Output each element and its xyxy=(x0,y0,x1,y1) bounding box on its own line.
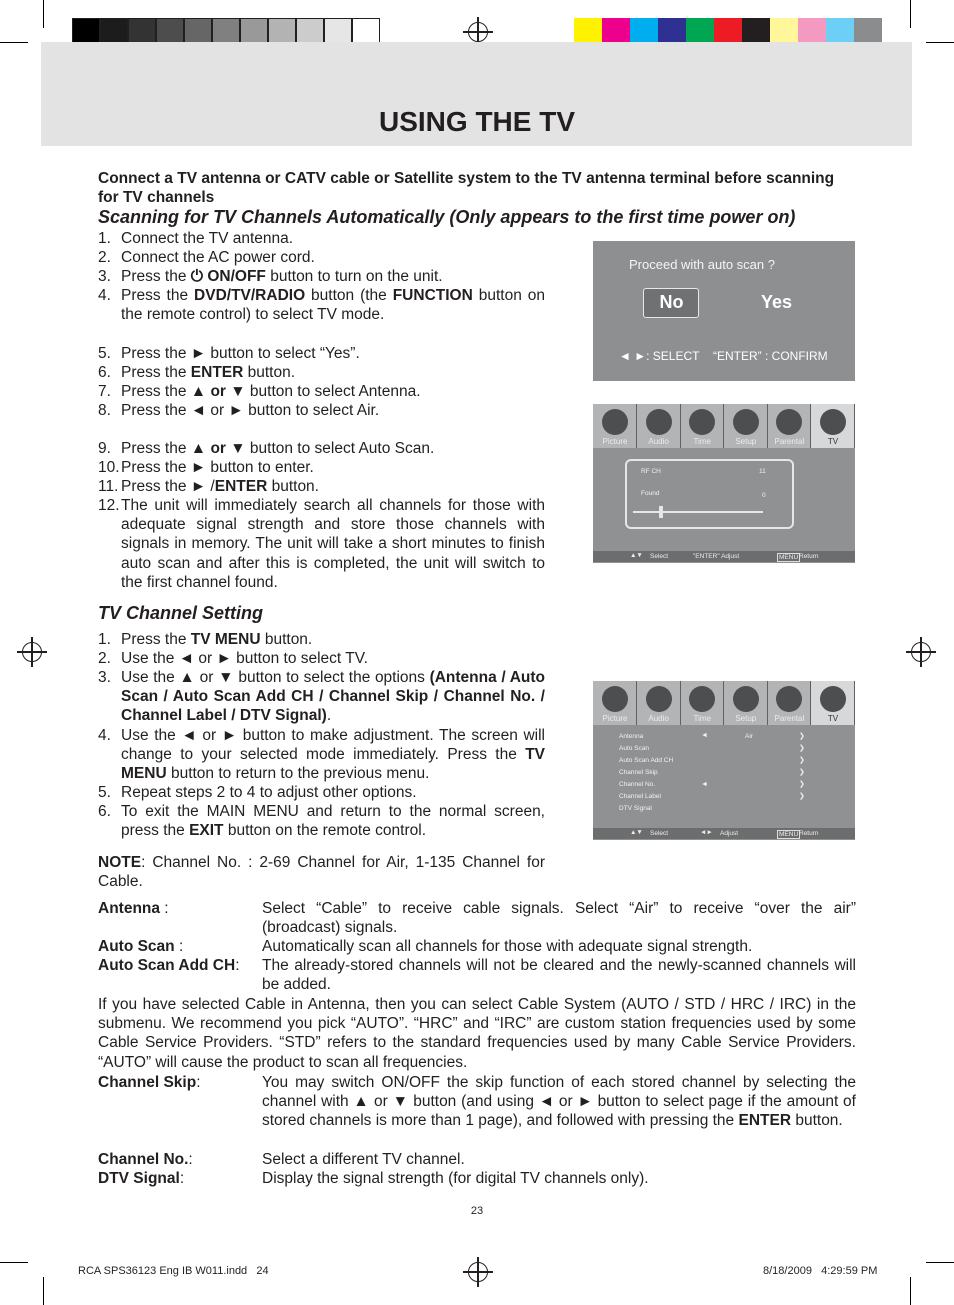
text-run: Press the xyxy=(121,631,191,648)
menu-tab-label: Time xyxy=(693,714,711,723)
step-text xyxy=(121,363,545,382)
tv-option-row[interactable]: Auto Scan Add CH xyxy=(619,757,674,764)
step-text xyxy=(121,286,545,324)
text-run: Press the xyxy=(121,364,191,381)
adjust-arrows-icon: ◄► xyxy=(700,829,713,836)
step-text xyxy=(121,630,545,649)
definition-label xyxy=(98,1150,268,1169)
step-number: 10. xyxy=(98,459,120,476)
definition-desc: Automatically scan all channels for those with adequate signal strength. xyxy=(262,938,753,955)
step-number: 1. xyxy=(98,631,111,648)
menu-tab-label: Audio xyxy=(648,714,669,723)
status-menu-key: MENU xyxy=(779,831,799,838)
definition-term: Channel Skip xyxy=(98,1074,197,1091)
definition-term: Auto Scan xyxy=(98,938,175,955)
yes-label[interactable]: Yes xyxy=(761,292,793,312)
text-run: Press the ▲ xyxy=(121,383,211,400)
menu-tab-parental[interactable] xyxy=(767,404,811,448)
crop-mark xyxy=(0,1262,28,1263)
text-run: DVD/TV/RADIO xyxy=(194,287,306,304)
text-run: TV MENU xyxy=(121,746,545,783)
cable-system-paragraph: If you have selected Cable in Antenna, then you can select Cable System (AUTO / STD / HRC / IRC) in the submenu. We recommend you pick “AUTO”. “HRC” and “IRC” are custom station frequencies used by some Cable Service Providers. “STD” refers to the standard frequencies used by many Cable Service Providers. “AUTO” will cause the product to scan all frequencies. xyxy=(98,996,856,1071)
status-return: Return xyxy=(799,830,819,837)
menu-tabs xyxy=(593,404,855,448)
menu-tab-label: Parental xyxy=(774,714,805,723)
page-number: 23 xyxy=(470,1205,484,1217)
text-run: Press the ► button to enter. xyxy=(121,459,314,476)
step-text xyxy=(121,458,545,477)
step-number: 3. xyxy=(98,669,111,686)
definition-separator: : xyxy=(235,957,240,974)
status-adjust: Adjust xyxy=(720,830,739,837)
text-run: The unit will immediately search all channels for those with adequate signal strength and store those channels with signals in memory. The unit will take a short minutes to finish auto scan and after this is completed, the unit will switch to the first channel found. xyxy=(121,497,545,591)
step-number: 2. xyxy=(98,650,111,667)
antenna-left-arrow[interactable]: ◄ xyxy=(701,732,708,739)
step-number: 3. xyxy=(98,268,111,285)
status-return: Return xyxy=(799,553,819,560)
rf-ch-value: 11 xyxy=(759,468,766,475)
intro-line-1: Connect a TV antenna or CATV cable or Satellite system to the TV antenna terminal before scanning xyxy=(98,170,835,187)
registration-mark-icon xyxy=(468,22,488,42)
confirm-hint: “ENTER” : CONFIRM xyxy=(713,349,828,363)
definition-desc xyxy=(262,1073,856,1131)
text-run: ENTER xyxy=(214,478,268,495)
intro-line-2: for TV channels xyxy=(98,189,215,206)
crop-mark xyxy=(43,0,44,28)
chevron-right-icon[interactable]: ❯ xyxy=(799,733,805,740)
found-value: 0 xyxy=(762,492,766,499)
text-run: ▼ button to select Antenna. xyxy=(225,383,421,400)
definition-label xyxy=(98,1073,268,1092)
step-number: 7. xyxy=(98,383,111,400)
step-number: 2. xyxy=(98,249,111,266)
tv-option-row[interactable]: Antenna xyxy=(619,733,644,740)
text-run: Connect the TV antenna. xyxy=(121,230,294,247)
definition-separator: : xyxy=(160,900,169,917)
text-run: You may switch ON/OFF the skip function of each stored channel by selecting the channel with ▲ or ▼ button (and using ◄ or ► button to select page if the amount of stored channels is more than 1 page), and followed with pressing the xyxy=(262,1074,856,1130)
nav-arrows-icon: ▲▼ xyxy=(630,552,643,559)
text-run: TV MENU xyxy=(190,631,261,648)
menu-tab-label: Setup xyxy=(735,714,757,723)
step-text xyxy=(121,267,545,286)
definition-term: Channel No. xyxy=(98,1151,189,1168)
text-run: ⏻ ON/OFF xyxy=(190,268,266,285)
crop-mark xyxy=(0,42,28,43)
definition-separator: : xyxy=(174,938,184,955)
menu-tab-label: Time xyxy=(693,437,711,446)
note-label: NOTE xyxy=(98,854,142,871)
chevron-right-icon[interactable]: ❯ xyxy=(799,769,805,776)
time-icon xyxy=(689,409,715,435)
text-run: Select a different TV channel. xyxy=(262,1151,465,1168)
definition-label xyxy=(98,1169,268,1188)
step-text xyxy=(121,248,545,267)
step-text xyxy=(121,783,545,802)
definition-term: Antenna xyxy=(98,900,160,917)
status-select: Select xyxy=(650,830,669,837)
menu-tab-setup[interactable] xyxy=(724,404,768,448)
status-adjust: "ENTER" Adjust xyxy=(693,553,740,560)
tv-option-row[interactable]: Channel Skip xyxy=(619,769,658,776)
text-run: Press the xyxy=(121,268,191,285)
chevron-right-icon[interactable]: ❯ xyxy=(799,745,805,752)
text-run: . xyxy=(326,707,332,725)
text-run: Use the ◄ or ► button to select TV. xyxy=(121,650,368,667)
channel-no-left-arrow[interactable]: ◄ xyxy=(701,781,708,788)
text-run: EXIT xyxy=(189,822,224,840)
menu-tab-picture[interactable] xyxy=(593,404,637,448)
text-run: FUNCTION xyxy=(392,287,473,304)
text-run: button. xyxy=(791,1112,843,1130)
step-number: 4. xyxy=(98,287,111,304)
text-run: Press the ► / xyxy=(121,478,215,495)
chevron-right-icon[interactable]: ❯ xyxy=(799,781,805,788)
scan-progress-handle xyxy=(659,506,663,518)
auto-scan-prompt-screen xyxy=(593,241,855,381)
step-number: 12. xyxy=(98,497,120,514)
step-number: 5. xyxy=(98,345,111,362)
definition-label xyxy=(98,956,268,975)
menu-tab-label: TV xyxy=(827,714,839,723)
menu-tab-label: Audio xyxy=(648,437,669,446)
audio-icon xyxy=(646,409,672,435)
text-run: Connect the AC power cord. xyxy=(121,249,315,266)
menu-tab-label: Picture xyxy=(602,437,628,446)
antenna-value: Air xyxy=(745,733,753,740)
tv-option-row[interactable]: Channel No. xyxy=(619,781,656,788)
text-run: button. xyxy=(267,478,319,495)
step-text xyxy=(121,401,545,420)
chevron-right-icon[interactable]: ❯ xyxy=(799,757,805,764)
select-hint: ◄ ►: SELECT xyxy=(619,349,700,363)
step-number: 4. xyxy=(98,727,111,744)
menu-tab-label: Setup xyxy=(735,437,757,446)
chevron-right-icon[interactable]: ❯ xyxy=(799,793,805,800)
setup-icon xyxy=(733,409,759,435)
definition-term: Auto Scan Add CH xyxy=(98,957,236,974)
text-run: Repeat steps 2 to 4 to adjust other options. xyxy=(121,784,417,801)
crop-mark xyxy=(926,1262,954,1263)
text-run: Use the ◄ or ► button to make adjustment. The screen will change to your selected mode immediately. Press the xyxy=(121,727,545,764)
step-text xyxy=(121,439,545,458)
step-number: 6. xyxy=(98,803,111,820)
definition-separator: : xyxy=(179,1170,185,1187)
tv-option-row[interactable]: Channel Label xyxy=(619,793,661,800)
picture-icon xyxy=(602,409,628,435)
text-run: button on the remote control. xyxy=(223,822,426,840)
text-run: Press the xyxy=(121,287,195,304)
menu-tab-label: Parental xyxy=(774,437,805,446)
menu-tab-label: TV xyxy=(827,437,839,446)
step-text xyxy=(121,229,545,248)
text-run: or xyxy=(210,383,226,400)
menu-tab-audio[interactable] xyxy=(637,404,681,448)
text-run: Display the signal strength (for digital TV channels only). xyxy=(262,1170,649,1187)
found-label: Found xyxy=(641,490,660,497)
footer-file: RCA SPS36123 Eng IB W011.indd 24 xyxy=(78,1265,269,1277)
crop-mark xyxy=(43,1277,44,1305)
footer-date: 8/18/2009 4:29:59 PM xyxy=(763,1265,878,1277)
crop-mark xyxy=(910,0,911,28)
tv-options-list xyxy=(593,681,855,831)
crop-mark xyxy=(910,1277,911,1305)
crop-mark xyxy=(926,42,954,43)
definition-desc: The already-stored channels will not be cleared and the newly-scanned channels will be added. xyxy=(262,957,856,994)
text-run: button. xyxy=(243,364,296,381)
tv-option-row[interactable]: DTV Signal xyxy=(619,805,652,812)
registration-mark-icon xyxy=(22,642,42,662)
text-run: button (the xyxy=(305,287,393,304)
text-run: or xyxy=(210,440,226,457)
step-text xyxy=(121,477,545,496)
text-run: button on the remote control) to select TV mode. xyxy=(121,287,545,324)
status-select: Select xyxy=(650,553,669,560)
text-run: ENTER xyxy=(190,364,244,381)
definition-separator: : xyxy=(196,1074,201,1091)
text-run: button. xyxy=(260,631,313,648)
text-run: Press the ► button to select “Yes”. xyxy=(121,345,360,362)
text-run: ▼ button to select Auto Scan. xyxy=(225,440,435,457)
rf-ch-label: RF CH xyxy=(641,468,661,475)
text-run: ENTER xyxy=(738,1112,792,1130)
prompt-text: Proceed with auto scan ? xyxy=(629,257,775,272)
note xyxy=(98,853,545,891)
definition-term: DTV Signal xyxy=(98,1170,180,1187)
step-number: 6. xyxy=(98,364,111,381)
tv-menu-screen xyxy=(593,681,855,840)
definition-label xyxy=(98,937,268,956)
menu-tab-tv[interactable] xyxy=(811,404,855,448)
registration-mark-icon xyxy=(468,1262,488,1282)
page-title: USING THE TV xyxy=(378,106,575,137)
step-text xyxy=(121,496,545,592)
definition-separator: : xyxy=(188,1151,193,1168)
nav-arrows-icon: ▲▼ xyxy=(630,829,643,836)
definition-desc xyxy=(262,1169,856,1188)
text-run: Press the ◄ or ► button to select Air. xyxy=(121,402,380,419)
definition-desc: Select “Cable” to receive cable signals. Select “Air” to receive “over the air” (broadcast) signals. xyxy=(262,900,856,937)
text-run: button to turn on the unit. xyxy=(265,268,443,285)
note-text: : Channel No. : 2-69 Channel for Air, 1-135 Channel for Cable. xyxy=(98,854,545,891)
text-run: Use the ▲ or ▼ button to select the options xyxy=(121,669,430,686)
step-text xyxy=(121,668,545,726)
menu-tab-time[interactable] xyxy=(680,404,724,448)
menu-tab-label: Picture xyxy=(602,714,628,723)
text-run: To exit the MAIN MENU and return to the normal screen, press the xyxy=(121,803,545,840)
scan-progress-track xyxy=(633,511,763,513)
step-text xyxy=(121,382,545,401)
tv-icon xyxy=(820,409,846,435)
step-number: 1. xyxy=(98,230,111,247)
step-number: 11. xyxy=(98,478,119,495)
step-text xyxy=(121,649,545,668)
step-text xyxy=(121,726,545,784)
step-number: 9. xyxy=(98,440,111,457)
step-number: 8. xyxy=(98,402,111,419)
step-number: 5. xyxy=(98,784,111,801)
parental-icon xyxy=(776,409,802,435)
scan-heading: Scanning for TV Channels Automatically (Only appears to the first time power on) xyxy=(98,207,796,227)
definition-label xyxy=(98,899,268,918)
no-label: No xyxy=(659,292,684,312)
auto-scan-progress-screen xyxy=(593,404,855,563)
channel-setting-heading: TV Channel Setting xyxy=(98,603,264,623)
text-run: button to return to the previous menu. xyxy=(166,765,430,783)
registration-mark-icon xyxy=(911,642,931,662)
step-text xyxy=(121,344,545,363)
status-menu-key: MENU xyxy=(779,554,799,561)
tv-option-row[interactable]: Auto Scan xyxy=(619,745,649,752)
text-run: Press the ▲ xyxy=(121,440,211,457)
step-text xyxy=(121,802,545,840)
text-run: (Antenna / Auto Scan / Auto Scan Add CH / Channel Skip / Channel No. / Channel Label / DTV Signal) xyxy=(121,669,546,725)
definition-desc xyxy=(262,1150,856,1169)
